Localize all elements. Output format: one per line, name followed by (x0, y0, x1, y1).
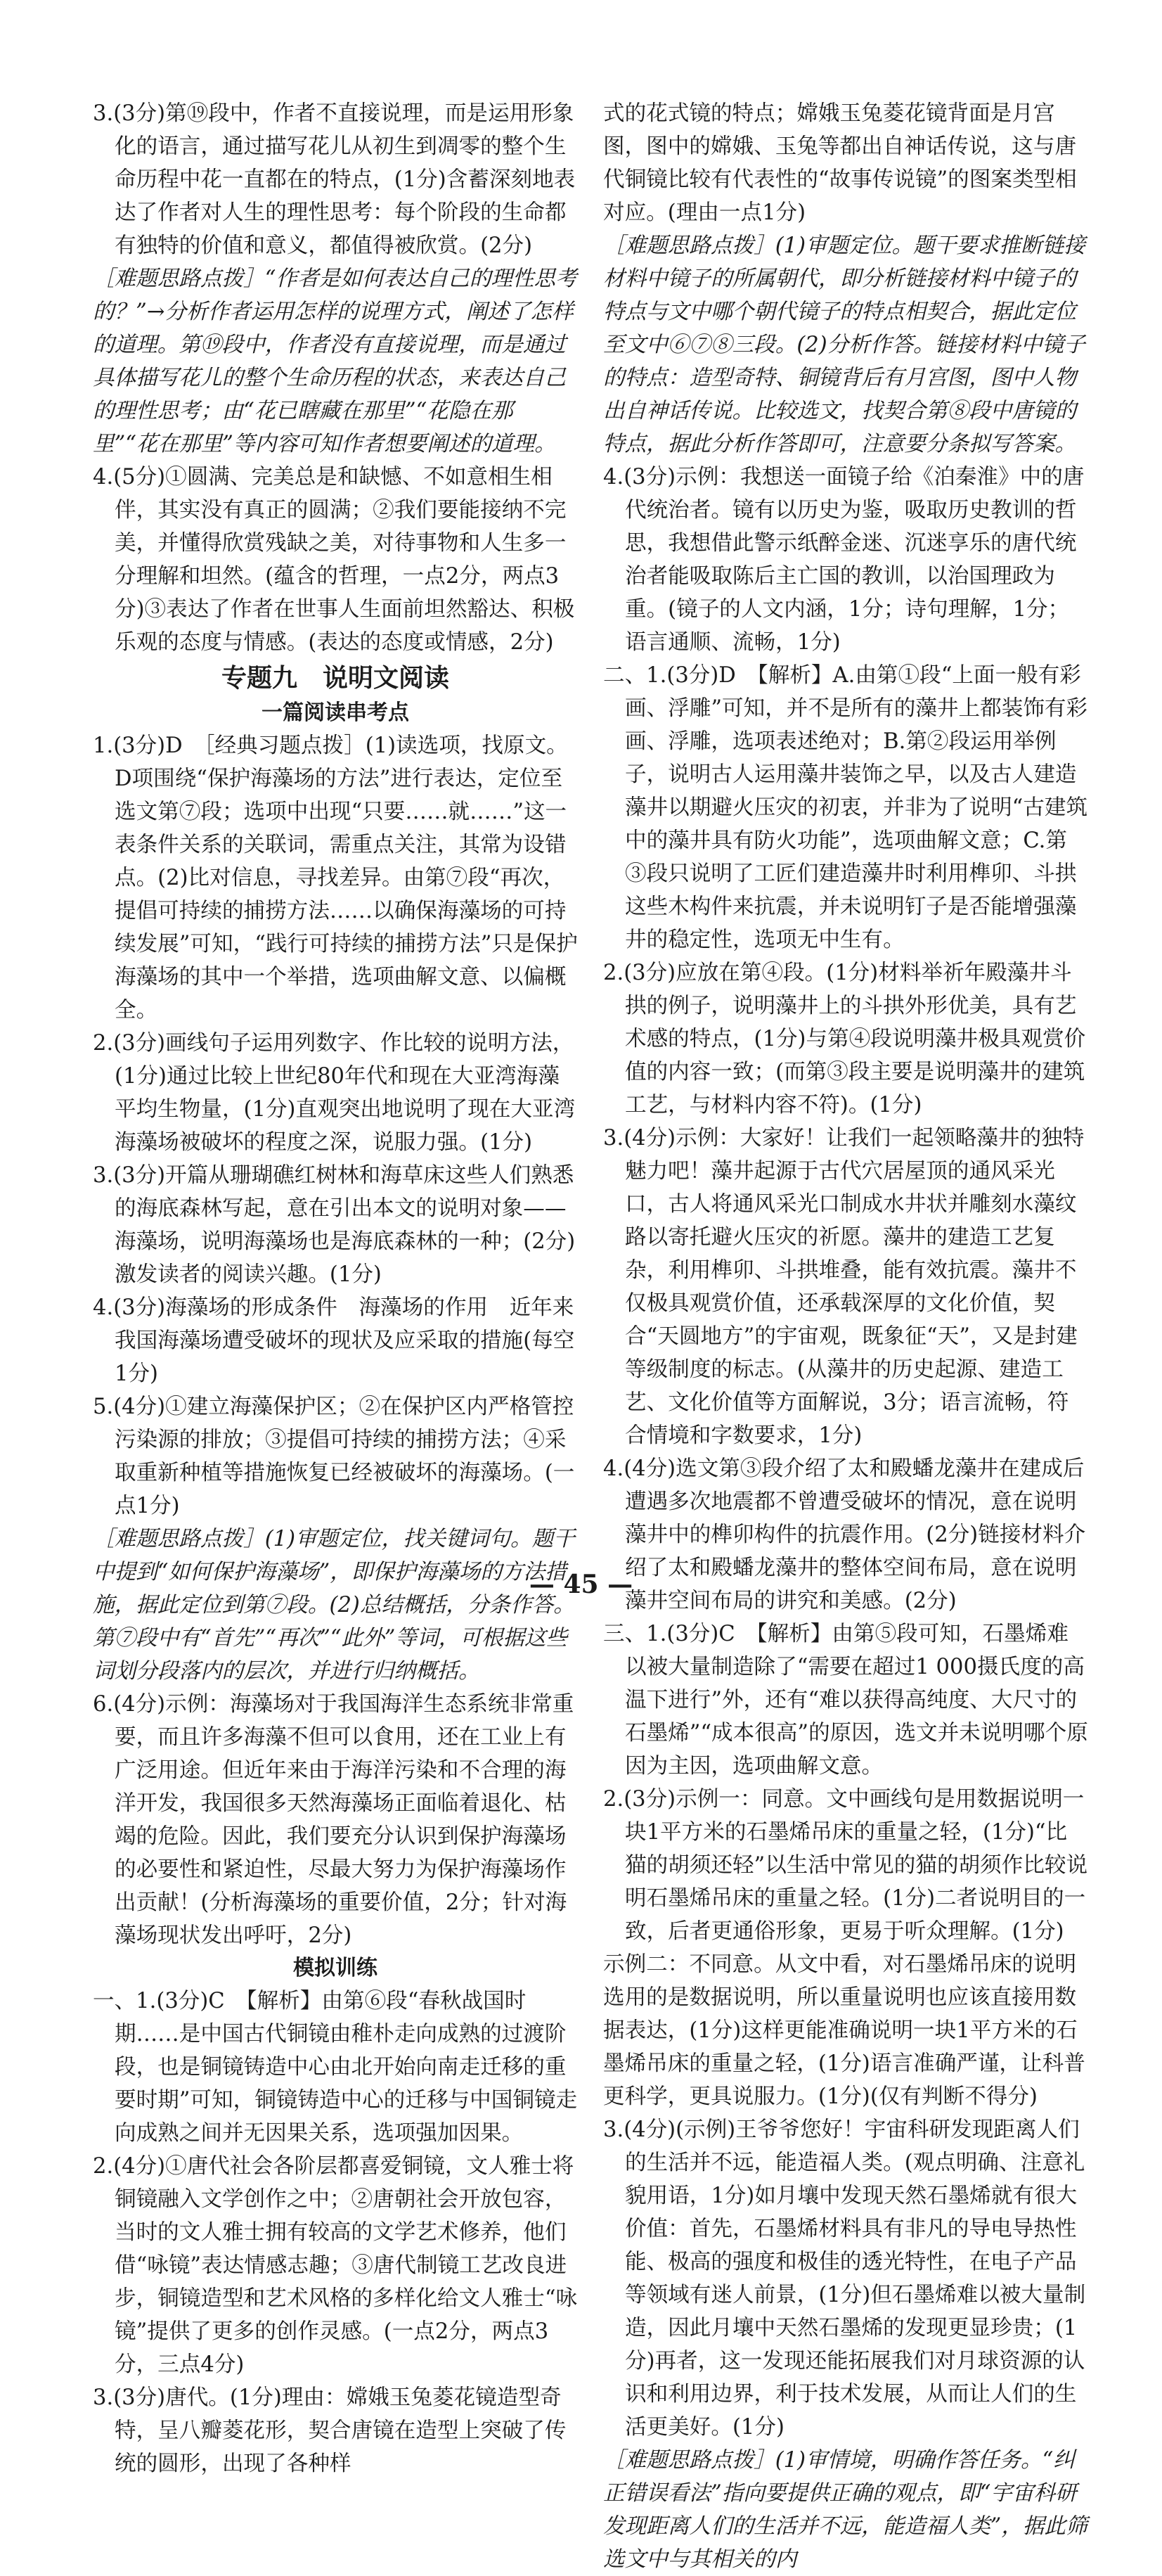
answer-s3-2: 2.(3分)示例一：同意。文中画线句是用数据说明一块1平方米的石墨烯吊床的重量之轻，(1分)“比猫的胡须还轻”以生活中常见的猫的胡须作比较说明石墨烯吊床的重量之轻。(1分)二者说明目的一致，后者更通俗形象，更易于听众理解。(1分) (603, 1787, 1088, 1944)
answer-s2-3: 3.(4分)示例：大家好！让我们一起领略藻井的独特魅力吧！藻井起源于古代穴居屋顶的通风采光口，古人将通风采光口制成水井状并雕刻水藻纹路以寄托避火压灾的祈愿。藻井的建造工艺复杂，利用榫卯、斗拱堆叠，能有效抗震。藻井不仅极具观赏价值，还承载深厚的文化价值，契合“天圆地方”的宇宙观，既象征“天”，又是封建等级制度的标志。(从藻井的历史起源、建造工艺、文化价值等方面解说，3分；语言流畅，符合情境和字数要求，1分) (603, 1126, 1085, 1448)
answer-a4: 4.(3分)海藻场的形成条件 海藻场的作用 近年来我国海藻场遭受破坏的现状及应采取的措施(每空1分) (93, 1295, 575, 1386)
answer-q4: 4.(5分)①圆满、完美总是和缺憾、不如意相生相伴，其实没有真正的圆满；②我们要能接纳不完美，并懂得欣赏残缺之美，对待事物和人生多一分理解和坦然。(蕴含的哲理，一点2分，两点3分)③表达了作者在世事人生面前坦然豁达、积极乐观的态度与情感。(表达的态度或情感，2分) (93, 465, 575, 655)
answer-r4: 4.(3分)示例：我想送一面镜子给《泊秦淮》中的唐代统治者。镜有以历史为鉴，吸取历史教训的哲思，我想借此警示纸醉金迷、沉迷享乐的唐代统治者能吸取陈后主亡国的教训，以治国理政为重。(镜子的人文内涵，1分；诗句理解，1分；语言通顺、流畅，1分) (603, 465, 1085, 655)
answer-s2-1: 二、1.(3分)D 【解析】A.由第①段“上面一般有彩画、浮雕”可知，并不是所有的藻井上都装饰有彩画、浮雕，选项表述绝对；B.第②段运用举例子，说明古人运用藻井装饰之早，以及古人建造藻井以期避火压灾的初衷，并非为了说明“古建筑中的藻井具有防火功能”，选项曲解文意；C.第③段只说明了工匠们建造藻井时利用榫卯、斗拱这些木构件来抗震，并未说明钉子是否能增强藻井的稳定性，选项无中生有。 (603, 663, 1088, 952)
answer-a1: 1.(3分)D ［经典习题点拨］(1)读选项，找原文。D项围绕“保护海藻场的方法”进行表达，定位至选文第⑦段；选项中出现“只要……就……”这一表条件关系的关联词，需重点关注，其常为设错点。(2)比对信息，寻找差异。由第⑦段“再次，提倡可持续的捕捞方法……以确保海藻场的可持续发展”可知，“践行可持续的捕捞方法”只是保护海藻场的其中一个举措，选项曲解文意、以偏概全。 (93, 733, 578, 1023)
answer-s3-2b: 示例二：不同意。从文中看，对石墨烯吊床的说明选用的是数据说明，所以重量说明也应该直接用数据表达，(1分)这样更能准确说明一块1平方米的石墨烯吊床的重量之轻，(1分)语言准确严谨，让科普更科学，更具说服力。(1分)(仅有判断不得分) (603, 1952, 1085, 2109)
left-column (93, 97, 578, 2480)
answer-a6: 6.(4分)示例：海藻场对于我国海洋生态系统非常重要，而且许多海藻不但可以食用，还在工业上有广泛用途。但近年来由于海洋污染和不合理的海洋开发，我国很多天然海藻场正面临着退化、枯竭的危险。因此，我们要充分认识到保护海藻场的必要性和紧迫性，尽最大努力为保护海藻场作出贡献！(分析海藻场的重要价值，2分；针对海藻场现状发出呼吁，2分) (93, 1692, 574, 1948)
answer-m3: 3.(3分)唐代。(1分)理由：嫦娥玉兔菱花镜造型奇特，呈八瓣菱花形，契合唐镜在造型上突破了传统的圆形，出现了各种样 (93, 2385, 567, 2476)
right-column (603, 97, 1088, 2576)
tip-r3: ［难题思路点拨］(1)审题定位。题干要求推断链接材料中镜子的所属朝代，即分析链接材料中镜子的特点与文中哪个朝代镜子的特点相契合，据此定位至文中⑥⑦⑧三段。(2)分析作答。链接材料中镜子的特点：造型奇特、铜镜背后有月宫图，图中人物出自神话传说。比较选文，找契合第⑧段中唐镜的特点，据此分析作答即可，注意要分条拟写答案。 (603, 233, 1085, 456)
answer-s2-2: 2.(3分)应放在第④段。(1分)材料举祈年殿藻井斗拱的例子，说明藻井上的斗拱外形优美，具有艺术感的特点，(1分)与第④段说明藻井极具观赏价值的内容一致；(而第③段主要是说明藻井的建筑工艺，与材料内容不符)。(1分) (603, 961, 1086, 1117)
answer-m2: 2.(4分)①唐代社会各阶层都喜爱铜镜，文人雅士将铜镜融入文学创作之中；②唐朝社会开放包容，当时的文人雅士拥有较高的文学艺术修养，他们借“咏镜”表达情感志趣；③唐代制镜工艺改良进步，铜镜造型和艺术风格的多样化给文人雅士“咏镜”提供了更多的创作灵感。(一点2分，两点3分，三点4分) (93, 2154, 578, 2377)
answer-r3-cont: 式的花式镜的特点；嫦娥玉兔菱花镜背面是月宫图，图中的嫦娥、玉兔等都出自神话传说，这与唐代铜镜比较有代表性的“故事传说镜”的图案类型相对应。(理由一点1分) (603, 101, 1077, 225)
answer-q3: 3.(3分)第⑲段中，作者不直接说理，而是运用形象化的语言，通过描写花儿从初生到凋零的整个生命历程中花一直都在的特点，(1分)含蓄深刻地表达了作者对人生的理性思考：每个阶段的生命都有独特的价值和意义，都值得被欣赏。(2分) (93, 101, 576, 258)
answer-s2-4: 4.(4分)选文第③段介绍了太和殿蟠龙藻井在建成后遭遇多次地震都不曾遭受破坏的情况，意在说明藻井中的榫卯构件的抗震作用。(2分)链接材料介绍了太和殿蟠龙藻井的整体空间布局，意在说明藻井空间布局的讲究和美感。(2分) (603, 1456, 1086, 1613)
answer-a3: 3.(3分)开篇从珊瑚礁红树林和海草床这些人们熟悉的海底森林写起，意在引出本文的说明对象——海藻场，说明海藻场也是海底森林的一种；(2分)激发读者的阅读兴趣。(1分) (93, 1163, 576, 1287)
answer-a5: 5.(4分)①建立海藻保护区；②在保护区内严格管控污染源的排放；③提倡可持续的捕捞方法；④采取重新种植等措施恢复已经被破坏的海藻场。(一点1分) (93, 1395, 575, 1518)
answer-a2: 2.(3分)画线句子运用列数字、作比较的说明方法，(1分)通过比较上世纪80年代和现在大亚湾海藻平均生物量，(1分)直观突出地说明了现在大亚湾海藻场被破坏的程度之深，说服力强。(1分) (93, 1031, 576, 1155)
tip-s3-3: ［难题思路点拨］(1)审情境，明确作答任务。“纠正错误看法”指向要提供正确的观点，即“宇宙科研发现距离人们的生活并不远，能造福人类”，据此筛选文中与其相关的内 (603, 2448, 1087, 2572)
mock-title: 模拟训练 (293, 1956, 377, 1980)
tip-q3: ［难题思路点拨］“作者是如何表达自己的理性思考的？”→分析作者运用怎样的说理方式，阐述了怎样的道理。第⑲段中，作者没有直接说理，而是通过具体描写花儿的整个生命历程的状态，来表达自己的理性思考；由“花已瞎藏在那里”“花隐在那里”“花在那里”等内容可知作者想要阐述的道理。 (93, 267, 577, 456)
section-title: 专题九 说明文阅读 (221, 664, 449, 693)
tip-a5: ［难题思路点拨］(1)审题定位，找关键词句。题干中提到“如何保护海藻场”，即保护海藻场的方法措施，据此定位到第⑦段。(2)总结概括，分条作答。第⑦段中有“首先”“再次”“此外”等词，可根据这些词划分段落内的层次，并进行归纳概括。 (93, 1527, 575, 1684)
page-number: — 45 — (529, 1570, 633, 1599)
answer-s3-3: 3.(4分)(示例)王爷爷您好！宇宙科研发现距离人们的生活并不远，能造福人类。(观点明确、注意礼貌用语，1分)如月壤中发现天然石墨烯就有很大价值：首先，石墨烯材料具有非凡的导电导热性能、极高的强度和极佳的透光特性，在电子产品等领域有迷人前景，(1分)但石墨烯难以被大量制造，因此月壤中天然石墨烯的发现更显珍贵；(1分)再者，这一发现还能拓展我们对月球资源的认识和利用边界，利于技术发展，从而让人们的生活更美好。(1分) (603, 2117, 1086, 2440)
section-subtitle: 一篇阅读串考点 (262, 700, 409, 725)
answer-s3-1: 三、1.(3分)C 【解析】由第⑤段可知，石墨烯难以被大量制造除了“需要在超过1 000摄氏度的高温下进行”外，还有“难以获得高纯度、大尺寸的石墨烯”“成本很高”的原因，选文并未说明哪个原因为主因，选项曲解文意。 (603, 1622, 1088, 1779)
answer-m1: 一、1.(3分)C 【解析】由第⑥段“春秋战国时期……是中国古代铜镜由稚朴走向成熟的过渡阶段，也是铜镜铸造中心由北开始向南走迁移的重要时期”可知，铜镜铸造中心的迁移与中国铜镜走向成熟之间并无因果关系，选项强加因果。 (93, 1989, 578, 2146)
